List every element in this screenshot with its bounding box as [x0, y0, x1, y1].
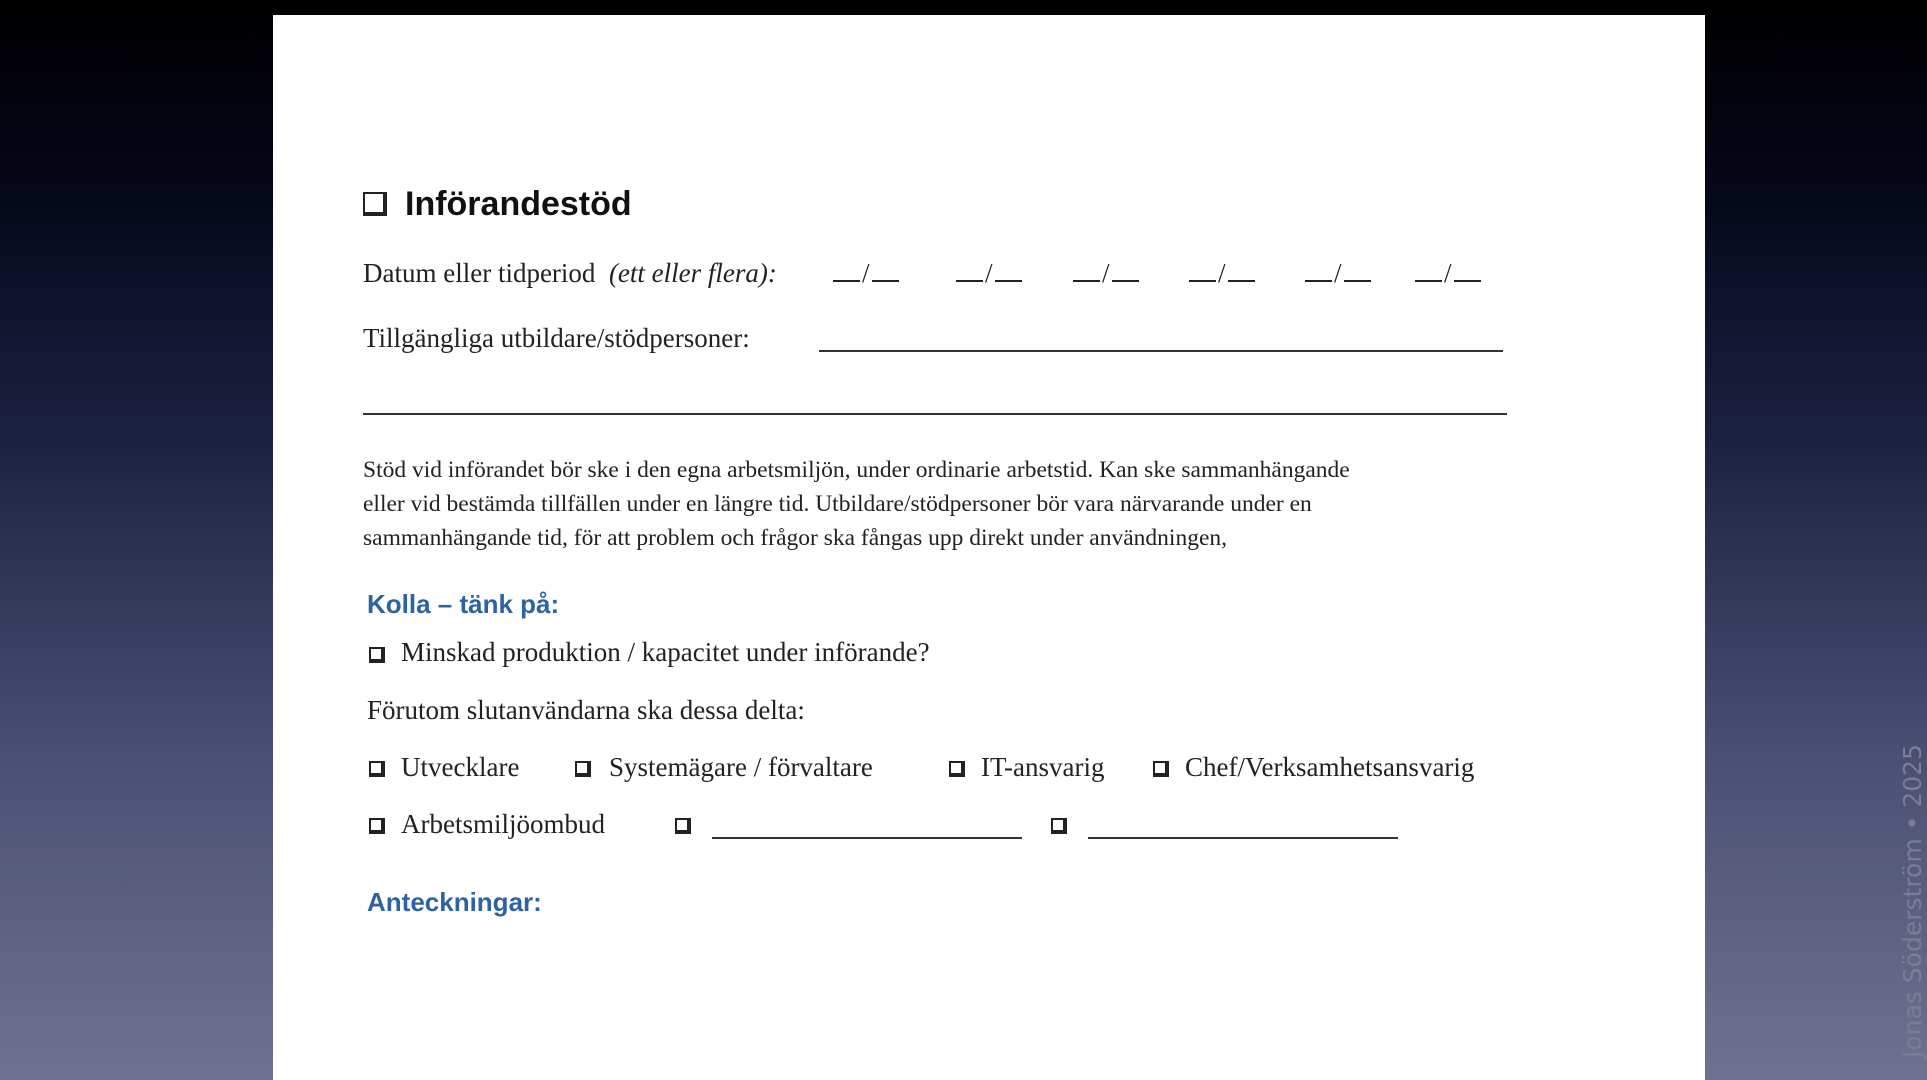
participant-checkbox-utvecklare[interactable] — [369, 761, 385, 777]
date-field-2[interactable]: / — [956, 258, 1022, 289]
participant-label-it-ansvarig: IT-ansvarig — [981, 752, 1105, 782]
author-watermark: Jonas Söderström • 2025 — [1898, 744, 1927, 1058]
participant-checkbox-it-ansvarig[interactable] — [949, 761, 965, 777]
participant-label-systemagare: Systemägare / förvaltare — [609, 752, 873, 782]
staff-field-line-1[interactable] — [819, 350, 1503, 352]
staff-field-line-2[interactable] — [363, 413, 1507, 415]
date-field-3[interactable]: / — [1073, 258, 1139, 289]
check-item-label: Minskad produktion / kapacitet under införande? — [401, 637, 930, 667]
participants-intro: Förutom slutanvändarna ska dessa delta: — [367, 695, 805, 725]
participant-other-field-1[interactable] — [712, 837, 1022, 839]
date-field-4[interactable]: / — [1189, 258, 1255, 289]
description-line-1: Stöd vid införandet bör ske i den egna arbetsmiljön, under ordinarie arbetstid. Kan ske sammanhängande — [363, 457, 1350, 483]
check-heading: Kolla – tänk på: — [367, 589, 560, 619]
participant-checkbox-other-2[interactable] — [1051, 818, 1067, 834]
date-field-6[interactable]: / — [1415, 258, 1481, 289]
participant-label-utvecklare: Utvecklare — [401, 752, 520, 782]
date-field-1[interactable]: / — [833, 258, 899, 288]
staff-label: Tillgängliga utbildare/stödpersoner: — [363, 323, 750, 353]
section-title: Införandestöd — [405, 185, 632, 223]
participant-checkbox-systemagare[interactable] — [575, 761, 591, 777]
date-fields — [833, 258, 899, 289]
participant-checkbox-other-1[interactable] — [675, 818, 691, 834]
section-checkbox[interactable] — [363, 192, 387, 216]
description-line-2: eller vid bestämda tillfällen under en längre tid. Utbildare/stödpersoner bör vara närvarande under en — [363, 491, 1312, 517]
participant-label-arbetsmiljoombud: Arbetsmiljöombud — [401, 809, 605, 839]
date-row — [363, 258, 777, 289]
participant-checkbox-arbetsmiljoombud[interactable] — [369, 818, 385, 834]
date-hint: (ett eller flera): — [608, 258, 777, 288]
date-field-5[interactable]: / — [1305, 258, 1371, 289]
document-page — [273, 15, 1705, 1080]
check-item-checkbox[interactable] — [369, 647, 385, 663]
notes-heading: Anteckningar: — [367, 887, 542, 917]
participant-label-chef: Chef/Verksamhetsansvarig — [1185, 752, 1475, 782]
description-line-3: sammanhängande tid, för att problem och frågor ska fångas upp direkt under användningen, — [363, 525, 1228, 551]
participant-checkbox-chef[interactable] — [1153, 761, 1169, 777]
participant-other-field-2[interactable] — [1088, 837, 1398, 839]
date-label: Datum eller tidperiod — [363, 258, 596, 288]
